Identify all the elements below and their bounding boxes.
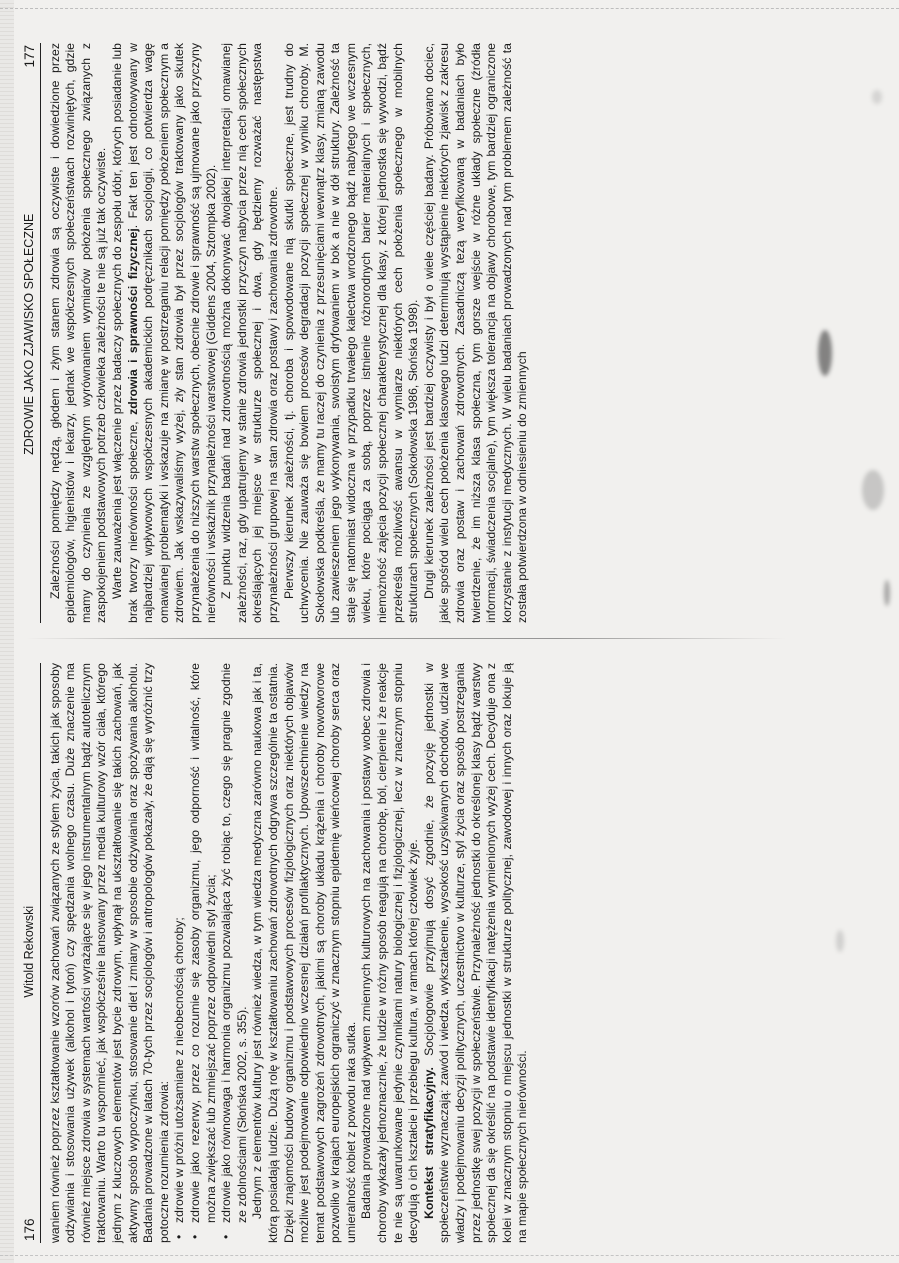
paragraph-text: Socjologowie przyjmują dosyć zgodnie, że pozycję jednostki w społeczeństwie wyznaczają: zawód i wiedza, wykształcenie, wysokość uzyskiwanych dochodów, udział we władzy i podejmowaniu decyzji politycznych, uczestnictwo w kulturze, styl życia oraz sposób postrzegania przez jednostkę swej pozycji w społeczeństwie. Przynależność jednostki do określonej klasy bądź warstwy społecznej da się określić na podstawie identyfikacji natężenia wymienionych wyżej cech. Decyduje ona z kolei w znacznym stopniu o miejscu jednostki w strukturze politycznej, zawodowej i innych oraz lokuje ją na mapie społecznych nierówności. [421, 662, 530, 1243]
section-heading-inline: Kontekst stratyfikacyjny. [421, 1067, 436, 1219]
left-running-head: Witold Rekowski [22, 905, 36, 998]
left-paragraph-3: Badania prowadzone nad wpływem zmiennych kulturowych na zachowania i postawy wobec zdrowia i choroby wykazały jednoznacznie, że ludzie w różny sposób reagują na chorobę, ból, cierpienie i że reakcje te nie są uwarunkowane jedynie czynnikami natury biologicznej i fizjologicznej, lecz w znacznym stopniu decydują o ich kształcie i przebiegu kultura, w ramach której człowiek żyje. [359, 663, 421, 1243]
bullet-text: zdrowie w próżni utożsamiane z nieobecnością choroby; [172, 917, 187, 1223]
left-paragraph-4 [422, 663, 531, 1243]
paragraph-text: Warte zauważenia jest włączenie przez badaczy społecznych do zespołu dóbr, których posiadanie lub brak tworzy nierówności społeczne, [109, 43, 140, 623]
paragraph-text: . Fakt ten jest odnotowywany w najbardziej wpływowych współczesnych akademickich podręcznikach socjologii, co potwierdza wagę omawianej problematyki i wskazuje na zmianę w postrzeganiu relacji pomiędzy położeniem społecznym a zdrowiem. Jak wskazywaliśmy wyżej, zły stan zdrowia był przez socjologów traktowany jako skutek przynależenia do niższych warstw społecznych, obecnie zdrowie i sprawność są ujmowane jako przyczyny nierówności i wskaźnik przynależności warstwowej (Giddens 2004, Sztompka 2002). [125, 43, 218, 623]
left-paragraph-1: waniem również poprzez kształtowanie wzorów zachowań związanych ze stylem życia, takich jak sposoby odżywiania i stosowania używek (alkohol i tytoń) czy spędzania wolnego czasu. Duże znaczenie ma również miejsce zdrowia w systemach wartości wyrażające się w jego instrumentalnym bądź autotelicznym traktowaniu. Warto tu wspomnieć, jak współcześnie lansowany przez media kulturowy wzór ciała, którego jednym z kluczowych elementów jest bycie zdrowym, wpłynął na ukształtowanie się takich zachowań, jak aktywny sposób wypoczynku, stosowanie diet i zmiany w sposobie odżywiania oraz spożywania alkoholu. Badania prowadzone w latach 70-tych przez socjologów i antropologów pokazały, że dają się wyróżnić trzy potoczne rozumienia zdrowia: [47, 663, 171, 1243]
bullet-item-1 [172, 663, 188, 1243]
left-paragraph-2: Jednym z elementów kultury jest również wiedza, w tym wiedza medyczna zarówno naukowa jak i ta, którą posiadają ludzie. Dużą rolę w kształtowaniu zachowań zdrowotnych odgrywa szczególnie ta ostatnia. Dzięki znajomości budowy organizmu i podstawowych procesów fizjologicznych oraz niektórych objawów możliwe jest podejmowanie odpowiednio wczesnej działań profilaktycznych. Upowszechnienie wiedzy na temat podstawowych zagrożeń zdrowotnych, jakimi są choroby układu krążenia i choroby nowotworowe pozwoliło w krajach europejskich ograniczyć w znacznym stopniu epidemię wieńcowej choroby serca oraz umieralność kobiet z powodu raka sutka. [250, 663, 358, 1243]
bullet-item-3 [219, 663, 250, 1243]
bullet-text: zdrowie jako równowaga i harmonia organizmu pozwalająca żyć robiąc to, czego się pragnie zgodnie ze zdolnościami (Słońska 2002, s. 355). [219, 663, 249, 1223]
right-paragraph-5: Drugi kierunek zależności jest bardziej oczywisty i był o wiele częściej badany. Próbowano dociec, jakie spośród wielu cech położenia klasowego ludzi determinują wystąpienie niektórych zjawisk z zakresu zdrowia oraz postaw i zachowań zdrowotnych. Zasadniczą tezą weryfikowaną w badaniach było twierdzenie, że im niższa klasa społeczna, tym gorsze wejście w różne układy społeczne (źródła informacji, świadczenia socjalne), tym większa tolerancja na objawy chorobowe, tym bardziej ograniczone korzystanie z instytucji medycznych. W wielu badaniach prowadzonych nad tym problemem zależność ta została potwierdzona w odniesieniu do zmiennych [421, 43, 530, 623]
left-page-number: 176 [22, 1218, 37, 1241]
left-page [22, 663, 531, 1243]
right-paragraph-1: Zależności pomiędzy nędzą, głodem i złym stanem zdrowia są oczywiste i dowiedzione przez epidemiologów, higienistów i lekarzy, jednak we współczesnych społeczeństwach rozwiniętych, gdzie mamy do czynienia ze względnym wyrównaniem wymiarów położenia społecznego związanych z zaspokojeniem podstawowych potrzeb człowieka zależności te nie są już tak oczywiste. [47, 43, 109, 623]
right-paragraph-2 [110, 43, 219, 623]
right-paragraph-3: Z punktu widzenia badań nad zdrowotnością można dokonywać dwojakiej interpretacji omawianej zależności, raz, gdy upatrujemy w stanie zdrowia jednostki przyczyn nabycia przez nią cech społecznych określających jej miejsce w strukturze społecznej i dwa, gdy będziemy rozważać następstwa przynależności grupowej na stan zdrowia oraz postawy i zachowania zdrowotne. [219, 43, 280, 623]
bold-phrase: zdrowia i sprawności fizycznej [125, 228, 140, 415]
left-page-header [22, 663, 41, 1243]
bullet-item-2 [188, 663, 219, 1243]
right-page-header [22, 43, 41, 623]
right-paragraph-4: Pierwszy kierunek zależności, tj. choroba i spowodowane nią skutki społeczne, jest trudny do uchwycenia. Nie zauważa się bowiem procesów degradacji pozycji społecznej w wyniku choroby. M. Sokołowska podkreśla, że mamy tu raczej do czynienia z przesunięciami wewnątrz klasy, zmianą zawodu lub zawieszeniem jego wykonywania, swoistym dryfowaniem w bok a nie w dół struktury. Zależność ta staje się natomiast widoczna w przypadku trwałego kalectwa wrodzonego bądź nabytego we wczesnym wieku, które pociąga za sobą, poprzez istnienie różnorodnych barier materialnych i społecznych, niemożność zajęcia pozycji społecznej charakterystycznej dla klasy, z której jednostka się wywodzi, bądź przekreśla możliwość awansu w wymiarze niektórych cech położenia społecznego w mobilnych strukturach społecznych (Sokołowska 1986, Słońska 1998). [281, 43, 421, 623]
bullet-text: zdrowie jako rezerwy, przez co rozumie się zasoby organizmu, jego odporność i witalność, które można zwiększać lub zmniejszać poprzez odpowiedni styl życia; [187, 663, 218, 1223]
right-page [22, 43, 531, 623]
right-running-head: ZDROWIE JAKO ZJAWISKO SPOŁECZNE [22, 213, 36, 455]
right-page-number: 177 [22, 45, 37, 68]
